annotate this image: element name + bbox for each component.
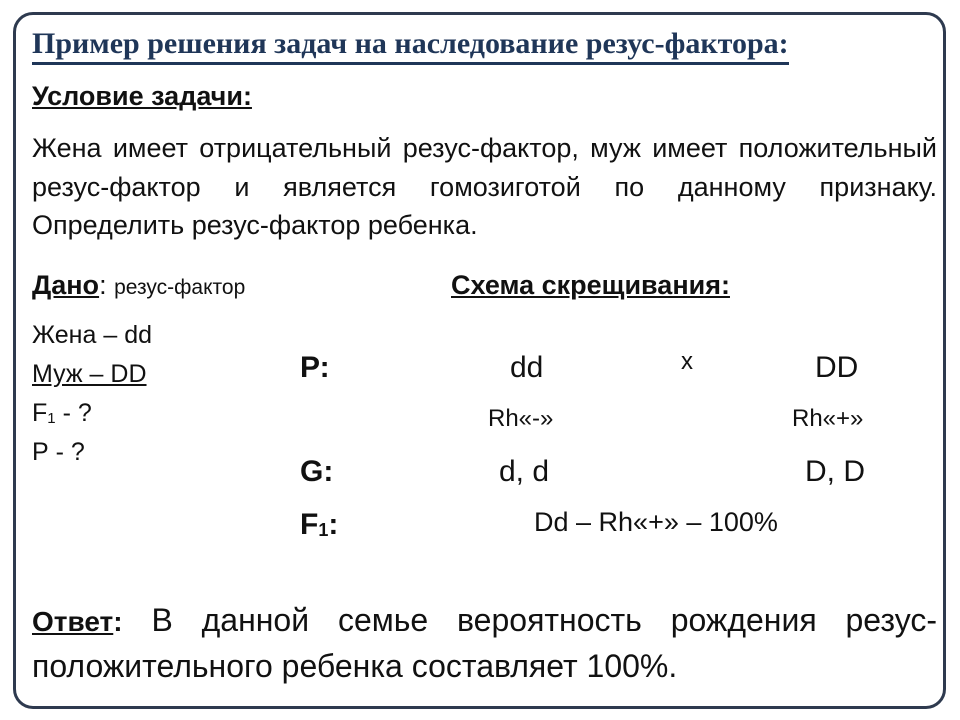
answer-colon: :	[113, 606, 123, 637]
father-genotype: DD	[815, 351, 859, 384]
g-label: G:	[300, 455, 334, 488]
f1-label-index: 1	[318, 520, 329, 540]
answer	[32, 598, 937, 689]
condition-text: Жена имеет отрицательный резус-фактор, муж имеет положительный резус-фактор и является гомозиготой по данному признаку. Определить резус-фактор ребенка.	[32, 133, 937, 240]
given-colon: :	[99, 270, 107, 300]
slide-title: Пример решения задач на наследование резус-фактора:	[32, 26, 789, 65]
given-subject: резус-фактор	[114, 276, 246, 299]
scheme-heading: Схема скрещивания:	[451, 270, 730, 300]
answer-label: Ответ	[32, 606, 114, 637]
father-gametes: D, D	[805, 455, 865, 488]
given-f1-letter: F	[32, 399, 48, 427]
answer-text: В данной семье вероятность рождения резус-положительного ребенка составляет 100%.	[32, 602, 938, 684]
father-rh: Rh«+»	[792, 405, 864, 432]
cross-sign: х	[681, 348, 693, 375]
f1-label-letter: F	[300, 508, 319, 541]
f1-label-colon: :	[328, 508, 339, 541]
given-f1-rest: - ?	[55, 399, 92, 427]
given-label: Дано	[32, 270, 100, 300]
given-p: Р - ?	[32, 438, 85, 466]
f1-label	[300, 508, 338, 545]
mother-genotype: dd	[510, 351, 544, 384]
offspring-result: Dd – Rh«+» – 100%	[534, 507, 778, 537]
given-wife: Жена – dd	[32, 321, 152, 349]
given-f1-index: 1	[47, 410, 56, 427]
p-label: Р:	[300, 351, 330, 384]
given-f1	[32, 398, 92, 432]
mother-gametes: d, d	[499, 455, 550, 488]
condition-heading: Условие задачи:	[32, 81, 252, 111]
mother-rh: Rh«-»	[488, 405, 554, 432]
given-husband: Муж – DD	[32, 360, 147, 388]
given-heading	[32, 267, 245, 306]
